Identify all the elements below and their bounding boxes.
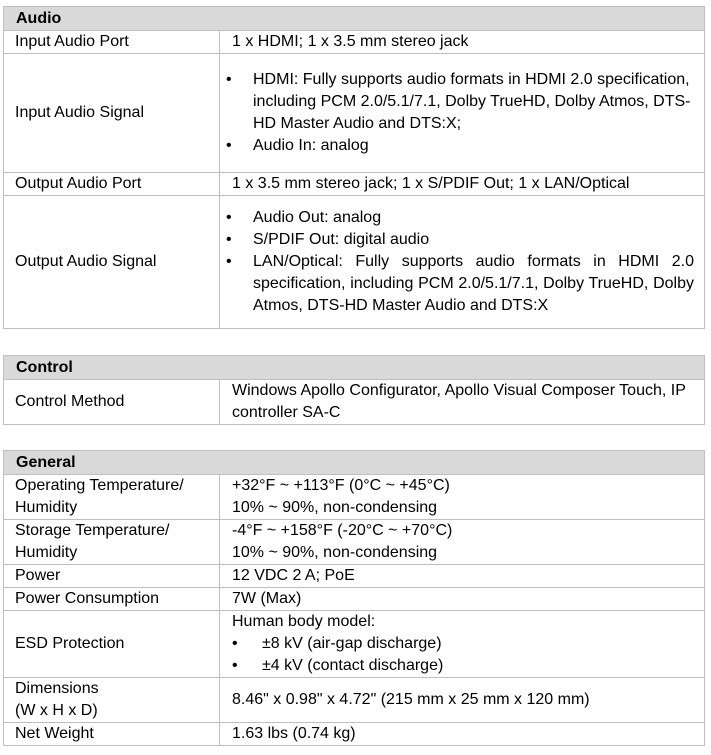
operating-temp-value <box>220 475 705 520</box>
esd-protection-value <box>220 611 705 678</box>
input-audio-signal-label: Input Audio Signal <box>4 54 220 173</box>
output-audio-signal-value <box>220 196 705 329</box>
output-audio-port-label: Output Audio Port <box>4 173 220 196</box>
esd-list <box>232 633 694 677</box>
control-section-header: Control <box>4 356 705 380</box>
table-row <box>4 723 705 746</box>
storage-humidity: 10% ~ 90%, non-condensing <box>232 544 438 561</box>
output-audio-signal-label: Output Audio Signal <box>4 196 220 329</box>
table-row <box>4 611 705 678</box>
dimensions-label <box>4 678 220 723</box>
input-audio-port-label: Input Audio Port <box>4 31 220 54</box>
table-row <box>4 678 705 723</box>
list-item: • S/PDIF Out: digital audio <box>220 229 694 251</box>
input-audio-port-value: 1 x HDMI; 1 x 3.5 mm stereo jack <box>220 31 705 54</box>
dimensions-label-line1: Dimensions <box>15 680 99 697</box>
audio-spec-table <box>3 6 705 329</box>
list-item: • ±4 kV (contact discharge) <box>232 655 694 677</box>
storage-temp-label-line2: Humidity <box>15 544 78 561</box>
storage-temp-label-line1: Storage Temperature/ <box>15 522 170 539</box>
list-item: • ±8 kV (air-gap discharge) <box>232 633 694 655</box>
operating-temp-label <box>4 475 220 520</box>
power-consumption-value: 7W (Max) <box>220 588 705 611</box>
audio-section-header: Audio <box>4 7 705 31</box>
table-row <box>4 31 705 54</box>
operating-humidity: 10% ~ 90%, non-condensing <box>232 499 438 516</box>
operating-temp-range: +32°F ~ +113°F (0°C ~ +45°C) <box>232 477 450 494</box>
dimensions-label-line2: (W x H x D) <box>15 702 98 719</box>
list-item: • LAN/Optical: Fully supports audio formats in HDMI 2.0 specification, including PCM 2.0/5.1/7.1, Dolby TrueHD, Dolby Atmos, DTS-HD Master Audio and DTS:X <box>220 251 694 317</box>
table-row <box>4 173 705 196</box>
esd-protection-label: ESD Protection <box>4 611 220 678</box>
power-consumption-label: Power Consumption <box>4 588 220 611</box>
operating-temp-label-line2: Humidity <box>15 499 78 516</box>
table-row <box>4 380 705 425</box>
input-audio-signal-list <box>220 69 694 157</box>
list-item: • Audio Out: analog <box>220 207 694 229</box>
control-spec-table <box>3 355 705 425</box>
storage-temp-label <box>4 520 220 565</box>
power-label: Power <box>4 565 220 588</box>
list-item: • HDMI: Fully supports audio formats in HDMI 2.0 specification, including PCM 2.0/5.1/7.1, Dolby TrueHD, Dolby Atmos, DTS-HD Master Audio and DTS:X; <box>220 69 694 135</box>
control-method-label: Control Method <box>4 380 220 425</box>
input-audio-signal-value <box>220 54 705 173</box>
general-spec-table <box>3 450 705 746</box>
power-value: 12 VDC 2 A; PoE <box>220 565 705 588</box>
output-audio-signal-list <box>220 207 694 317</box>
table-row <box>4 475 705 520</box>
storage-temp-range: -4°F ~ +158°F (-20°C ~ +70°C) <box>232 522 453 539</box>
net-weight-value: 1.63 lbs (0.74 kg) <box>220 723 705 746</box>
storage-temp-value <box>220 520 705 565</box>
table-row <box>4 565 705 588</box>
general-section-header: General <box>4 451 705 475</box>
list-item: • Audio In: analog <box>220 135 694 157</box>
table-row <box>4 588 705 611</box>
output-audio-port-value: 1 x 3.5 mm stereo jack; 1 x S/PDIF Out; 1 x LAN/Optical <box>220 173 705 196</box>
table-row <box>4 520 705 565</box>
dimensions-value: 8.46" x 0.98" x 4.72" (215 mm x 25 mm x 120 mm) <box>220 678 705 723</box>
control-method-value: Windows Apollo Configurator, Apollo Visual Composer Touch, IP controller SA-C <box>220 380 705 425</box>
table-row <box>4 196 705 329</box>
table-row <box>4 54 705 173</box>
net-weight-label: Net Weight <box>4 723 220 746</box>
esd-intro: Human body model: <box>232 613 376 630</box>
operating-temp-label-line1: Operating Temperature/ <box>15 477 184 494</box>
